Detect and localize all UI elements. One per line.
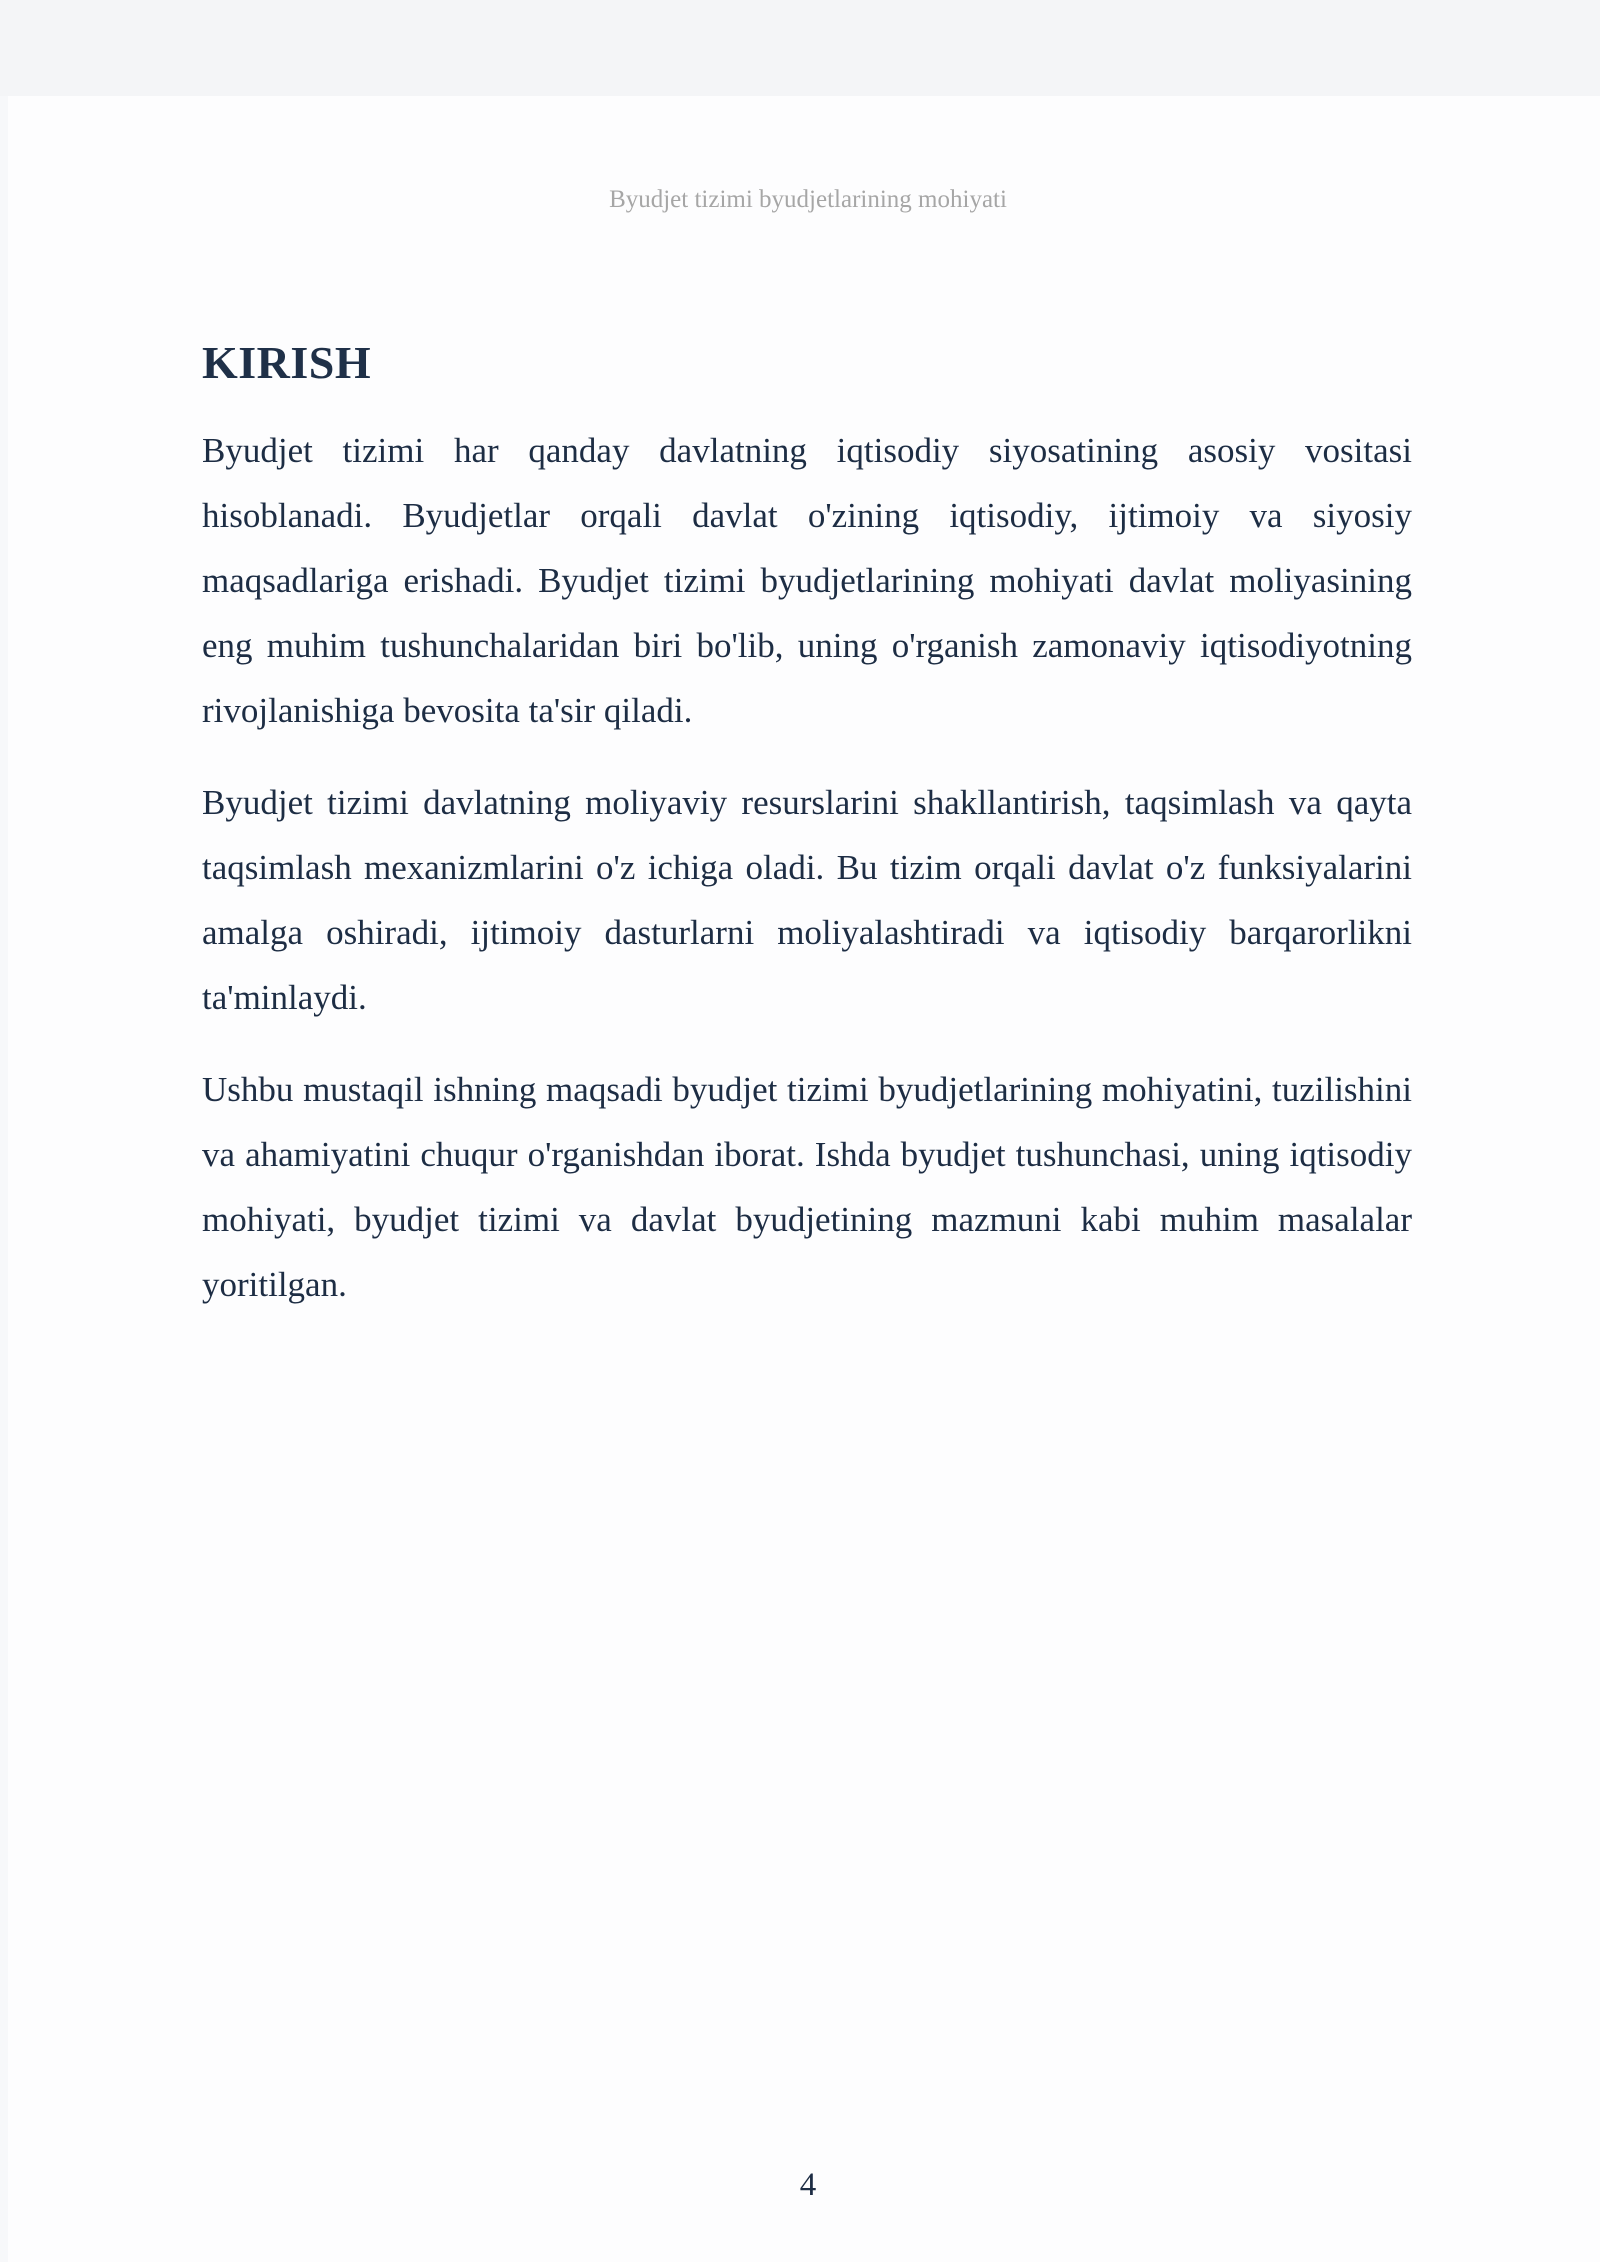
paragraph-3: Ushbu mustaqil ishning maqsadi byudjet tizimi byudjetlarining mohiyatini, tuzilishini va ahamiyatini chuqur o'rganishdan iborat. Ishda byudjet tushunchasi, uning iqtisodiy mohiyati, byudjet tizimi va davlat byudjetining mazmuni kabi muhim masalalar yoritilgan. (202, 1070, 1412, 1304)
running-header: Byudjet tizimi byudjetlarining mohiyati (609, 186, 1007, 213)
page-number: 4 (799, 2167, 817, 2203)
document-page[interactable] (8, 96, 1600, 2262)
section-title: KIRISH (202, 337, 372, 388)
paragraph-2: Byudjet tizimi davlatning moliyaviy resurslarini shakllantirish, taqsimlash va qayta taqsimlash mexanizmlarini o'z ichiga oladi. Bu tizim orqali davlat o'z funksiyalarini amalga oshiradi, ijtimoiy dasturlarni moliyalashtiradi va iqtisodiy barqarorlikni ta'minlaydi. (202, 783, 1412, 1017)
body-text (202, 418, 1412, 1344)
paragraph-1: Byudjet tizimi har qanday davlatning iqtisodiy siyosatining asosiy vositasi hisoblanadi. Byudjetlar orqali davlat o'zining iqtisodiy, ijtimoiy va siyosiy maqsadlariga erishadi. Byudjet tizimi byudjetlarining mohiyati davlat moliyasining eng muhim tushunchalaridan biri bo'lib, uning o'rganish zamonaviy iqtisodiyotning rivojlanishiga bevosita ta'sir qiladi. (202, 431, 1412, 730)
viewer-top-strip (0, 0, 1600, 96)
